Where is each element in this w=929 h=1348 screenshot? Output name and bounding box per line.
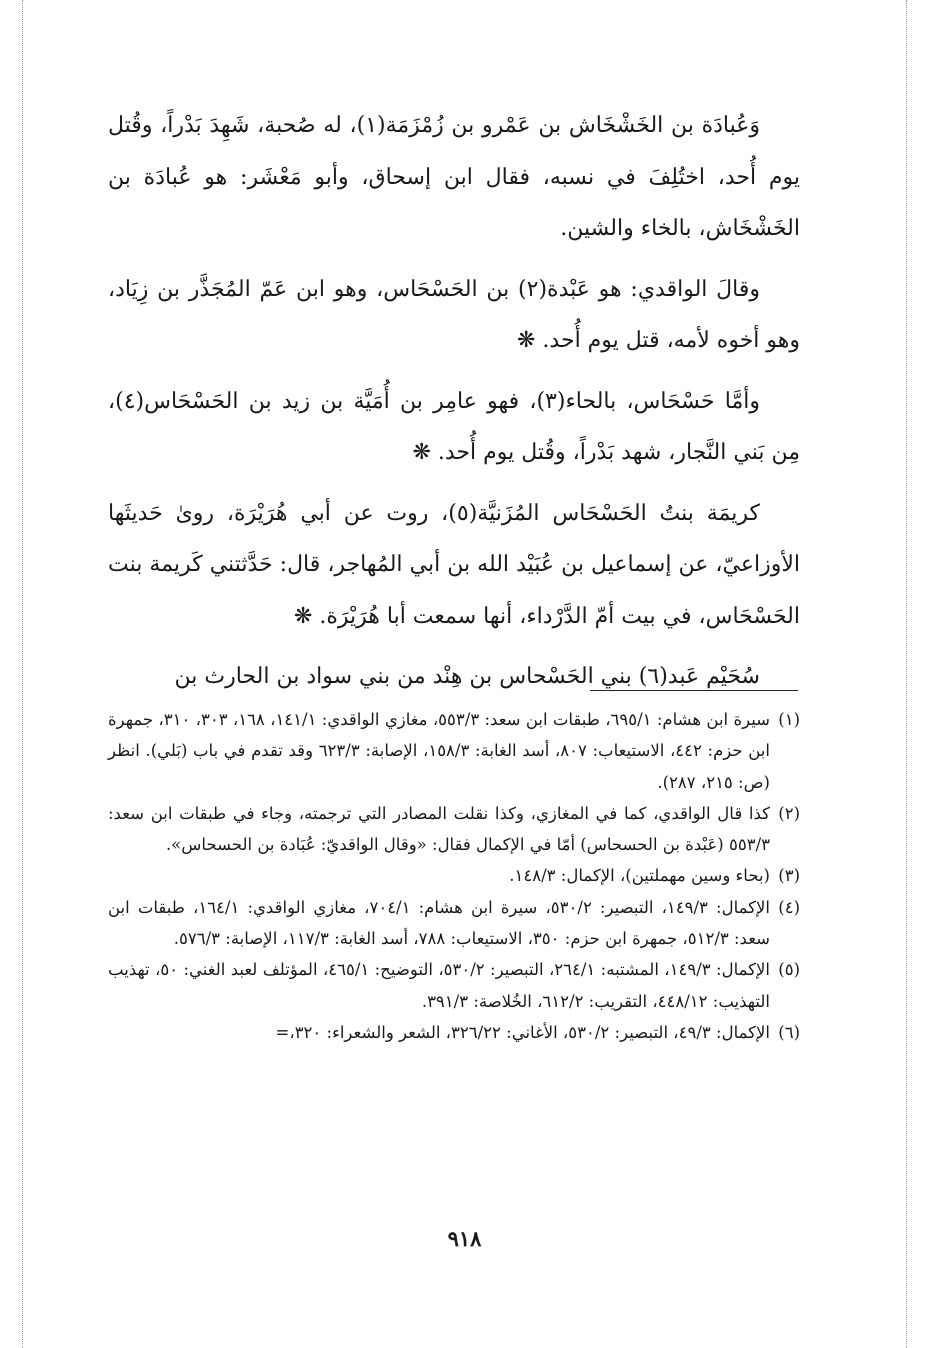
right-margin-dotted-line xyxy=(906,0,907,1348)
footnote-1 xyxy=(108,704,800,798)
footnote-3 xyxy=(108,860,800,891)
footnote-4 xyxy=(108,892,800,955)
footnote-text: الإكمال: ٤٩/٣، التبصير: ٥٣٠/٢، الأغاني: ٣٢٦/٢٢، الشعر والشعراء: ٣٢٠،= xyxy=(275,1022,770,1042)
paragraph-hashas: وأمَّا حَسْحَاس، بالحاء(٣)، فهو عامِر بن أُمَيَّة بن زيد بن الحَسْحَاس(٤)، مِن بَني النَّجار، شهد بَدْراً، وقُتل يوم أُحد. ❋ xyxy=(108,388,800,465)
paragraph-ubada: وَعُبادَة بن الخَشْخَاش بن عَمْرو بن زُمْزَمَة(١)، له صُحبة، شَهِدَ بَدْراً، وقُتل يوم أُحد، اختُلِفَ في نسبه، فقال ابن إسحاق، وأبو مَعْشَر: هو عُبادَة بن الخَشْخَاش، بالخاء والشين. xyxy=(108,113,800,241)
footnote-number: (٣) xyxy=(778,866,800,886)
footnote-text: الإكمال: ١٤٩/٣، التبصير: ٥٣٠/٢، سيرة ابن هشام: ٧٠٤/١، مغازي الواقدي: ١٦٤/١، طبقات ابن سعد: ٥١٢/٣، جمهرة ابن حزم: ٣٥٠، الاستيعاب: ٧٨٨، أسد الغابة: ١١٧/٣، الإصابة: ٥٧٦/٣. xyxy=(108,897,770,949)
footnote-number: (٢) xyxy=(778,803,800,823)
footnote-text: الإكمال: ١٤٩/٣، المشتبه: ٢٦٤/١، التبصير: ٥٣٠/٢، التوضيح: ٤٦٥/١، المؤتلف لعبد الغني: ٥٠، تهذيب التهذيب: ٤٤٨/١٢، التقريب: ٦١٢/٢، الخُلاصة: ٣٩١/٣. xyxy=(108,960,770,1011)
footnotes xyxy=(108,704,800,1048)
footnote-number: (٤) xyxy=(778,897,800,917)
footnote-text: سيرة ابن هشام: ٦٩٥/١، طبقات ابن سعد: ٥٥٣/٣، مغازي الواقدي: ١٤١/١، ١٦٨، ٣٠٣، ٣١٠، جمهرة ابن حزم: ٤٤٢، الاستيعاب: ٨٠٧، أسد الغابة: ١٥٨/٣، الإصابة: ٦٢٣/٣ وقد تقدم في باب (بَلي). انظر (ص: ٢١٥، ٢٨٧). xyxy=(108,710,770,792)
footnote-separator xyxy=(590,690,798,691)
main-text xyxy=(108,100,800,711)
footnote-6 xyxy=(108,1017,800,1048)
paragraph-suhaym: سُحَيْم عَبد(٦) بني الحَسْحاس بن هِنْد من بني سواد بن الحارث بن xyxy=(174,664,760,689)
paragraph-waqidi: وقالَ الواقدي: هو عَبْدة(٢) بن الحَسْحَاس، وهو ابن عَمّ المُجَذَّر بن زِيَاد، وهو أخوه لأمه، قتل يوم أُحد. ❋ xyxy=(108,276,800,353)
footnote-5 xyxy=(108,954,800,1017)
footnote-number: (٦) xyxy=(778,1022,800,1042)
footnote-text: كذا قال الواقدي، كما في المغازي، وكذا نقلت المصادر التي ترجمته، وجاء في طبقات ابن سعد: ٥٥٣/٣ (عَبْدة بن الحسحاس) أمّا في الإكمال فقال: «وقال الواقديّ: عُبَادة بن الحسحاس». xyxy=(108,803,770,855)
footnote-number: (١) xyxy=(778,710,800,729)
footnote-2 xyxy=(108,798,800,861)
left-margin-dotted-line xyxy=(22,0,23,1348)
page-number: ٩١٨ xyxy=(447,1226,482,1251)
paragraph-karima: كريمَة بنتُ الحَسْحَاس المُزَنيَّة(٥)، روت عن أبي هُرَيْرَة، روىٰ حَديثَها الأوزاعيّ، عن إسماعيل بن عُبَيْد الله بن أبي المُهاجر، قال: حَدَّثتني كَريمة بنت الحَسْحَاس، في بيت أمّ الدَّرْداء، أنها سمعت أبا هُرَيْرَة. ❋ xyxy=(108,500,800,629)
footnote-text: (بحاء وسين مهملتين)، الإكمال: ١٤٨/٣. xyxy=(509,866,770,886)
footnote-number: (٥) xyxy=(778,960,800,980)
